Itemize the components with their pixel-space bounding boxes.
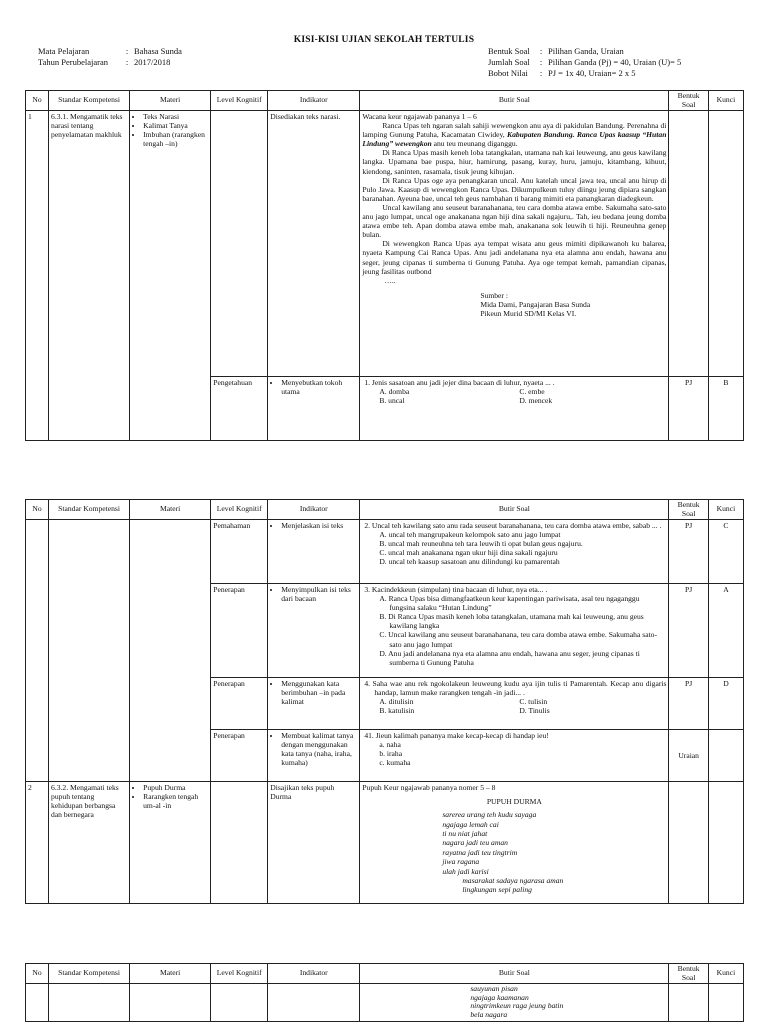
option: D. uncal teh kaasup sasatoan anu dilindungi ku pamarentah (379, 557, 560, 567)
option-row (362, 396, 666, 405)
cell-indikator (268, 678, 360, 730)
header-level-kognitif: Level Kognitif (211, 500, 268, 520)
table-row (26, 782, 744, 904)
header-materi: Materi (130, 500, 211, 520)
cell-butir-soal (360, 377, 669, 441)
poem-line: jiwa ragana (442, 857, 480, 867)
cell-kunci (708, 111, 743, 377)
option: B. uncal mah reuneuhna teh tara leuwih ti opat bulan geus ngajuru. (379, 539, 583, 549)
meta-right (488, 46, 681, 79)
cell-materi (130, 520, 211, 782)
poem-line: ti nu niat jahat (442, 829, 488, 838)
option: A. uncal teh mangrupakeun kelompok sato anu jago lumpat (379, 530, 561, 540)
meta-separator: : (125, 57, 129, 67)
header-bentuk-soal: Bentuk Soal (669, 500, 708, 520)
cell-bentuk: PJ (669, 584, 708, 678)
poem-line: ngajaga kaamanan (470, 992, 529, 1002)
meta-label: Bobot Nilai (488, 68, 528, 78)
cell-bentuk: PJ (669, 377, 708, 441)
meta-separator: : (539, 57, 543, 67)
option: B. Di Ranca Upas masih keneh loba tatangkalan, utamana mah kai leuweung, anu geus kawilang langka (379, 612, 644, 631)
meta-row (38, 57, 182, 68)
header-kunci: Kunci (708, 91, 743, 111)
poem-line: nagara jadi teu aman (442, 838, 508, 848)
option: C. tulisin (519, 697, 548, 707)
source-line: Pikeun Murid SD/MI Kelas VI. (480, 308, 577, 318)
option-row (362, 697, 666, 706)
meta-value: PJ = 1x 40, Uraian= 2 x 5 (548, 68, 636, 78)
option: C. Uncal kawilang anu seuseut baranahanana, teu cara domba atawa embe. Sakumaha sato-sato anu jago lumpat (379, 630, 658, 649)
paragraph: Uncal kawilang anu seuseut baranahanana, teu cara domba atawa embe. Sakumaha sato-sato anu jago lumpat, uncal oge anakanana ngan hiji dina sakali ngajuru,. Tah, ieu bedana jeung domba atawa embe teh. Apan domba atawa embe mah, anakanana sok leuwih ti hiji. Reuneuhna genep bulan. (362, 202, 667, 240)
table-kisi-1 (25, 90, 744, 441)
option: A. Ranca Upas bisa dimangfaatkeun keur kapentingan pariwisata, asal teu ngaganggu fungsina salaku “Hutan Lindung” (379, 594, 640, 613)
paragraph (362, 121, 666, 148)
meta-row (488, 57, 681, 68)
indikator-list (270, 378, 357, 396)
table-kisi-3 (25, 963, 744, 1022)
cell-materi (130, 782, 211, 904)
source-citation (480, 291, 666, 318)
source-line: Sumber : (480, 290, 508, 300)
meta-row (38, 46, 182, 57)
wacana-intro: Wacana keur ngajawab pananya 1 – 6 (362, 112, 477, 121)
list-item: • Kalimat Tanya (143, 121, 208, 130)
meta-row (488, 68, 681, 79)
option: C. uncal mah anakanana ngan ukur hiji dina sakali ngajuru (379, 548, 558, 558)
option: b. iraha (379, 749, 403, 759)
cell-kunci: B (708, 377, 743, 441)
cell-indikator (268, 584, 360, 678)
option: B. katulisin (379, 706, 415, 716)
option: B. uncal (379, 396, 405, 406)
indikator-list (270, 679, 357, 706)
poem-line: ngajaga lemah cai (442, 819, 499, 829)
header-no: No (26, 91, 49, 111)
cell-butir-soal (360, 782, 669, 904)
cell-indikator: Disajikan teks pupuh Durma (268, 782, 360, 904)
poem-line: sarerea urang teh kudu sayaga (442, 810, 537, 820)
cell-indikator: Disediakan teks narasi. (268, 111, 360, 377)
paragraph: Di Ranca Upas masih keneh loba tatangkalan, utamana nah kai leuweung, anu geus kawilang langka. Upamana bae puspa, hiur, hamirung, pasang, kuray, huru, jamuju, kitambang, kihuut, kiendong, saninten, rasamala, tisuk jeung kihujan. (362, 148, 667, 176)
meta-separator: : (125, 46, 129, 56)
cell-no: 1 (26, 111, 49, 441)
meta-left (38, 46, 182, 68)
meta-value: 2017/2018 (134, 57, 171, 67)
poem-title: PUPUH DURMA (486, 797, 542, 807)
poem-line: ulah jadi karisi (442, 866, 489, 876)
list-item: • Imbuhan (rarangken tengah –in) (143, 130, 208, 148)
meta-label: Bentuk Soal (488, 46, 530, 56)
cell-bentuk: PJ (669, 520, 708, 584)
header-indikator: Indikator (268, 964, 360, 984)
option: C. embe (519, 387, 545, 397)
cell-bentuk (669, 984, 708, 1022)
cell-bentuk (669, 782, 708, 904)
list-item: • Rarangken tengah um-al -in (143, 792, 208, 810)
option: D. Tinulis (519, 706, 550, 716)
meta-row (488, 46, 681, 57)
cell-level: Penerapan (211, 584, 268, 678)
cell-level: Penerapan (211, 678, 268, 730)
table-header-row (26, 500, 744, 520)
poem-line: lingkungan sepi paling (462, 885, 532, 895)
cell-level: Pengetahuan (211, 377, 268, 441)
option: a. naha (379, 740, 401, 750)
header-kunci: Kunci (708, 500, 743, 520)
list-item: • Menggunakan kata berimbuhan –in pada kalimat (281, 679, 357, 706)
poem-line: rayatna jadi teu tingtrim (442, 847, 518, 857)
cell-standar-kompetensi: 6.3.2. Mengamati teks pupuh tentang kehidupan berbangsa dan bernegara (49, 782, 130, 904)
meta-value: Pilihan Ganda, Uraian (548, 46, 624, 56)
table-row (26, 984, 744, 1022)
question-4: 4. Saha wae anu rek ngokolakeun leuweung kudu aya ijin tulis ti Pamarentah. Kecap anu digaris handap, lamun make rarangken tengah -in jadi... . (364, 679, 667, 698)
question-1: 1. Jenis sasatoan anu jadi jejer dina bacaan di luhur, nyaeta ... . (364, 378, 555, 387)
meta-separator: : (539, 46, 543, 56)
paragraph-text: anu teu meunang diganggu. (433, 139, 518, 149)
indikator-list (270, 585, 357, 603)
header-butir-soal: Butir Soal (360, 500, 669, 520)
option-row (362, 706, 666, 715)
header-bentuk-soal: Bentuk Soal (669, 964, 708, 984)
meta-label: Tahun Perubelajaran (38, 57, 108, 67)
list-item: • Teks Narasi (143, 112, 208, 121)
cell-kunci (708, 782, 743, 904)
pupuh-intro: Pupuh Keur ngajawab pananya nomer 5 – 8 (362, 783, 496, 792)
meta-separator: : (539, 68, 543, 78)
cell-butir-soal (360, 584, 669, 678)
cell-kunci (708, 984, 743, 1022)
meta-value: Pilihan Ganda (Pj) = 40, Uraian (U)= 5 (548, 57, 682, 67)
header-no: No (26, 964, 49, 984)
cell-indikator (268, 984, 360, 1022)
header-bentuk-soal: Bentuk Soal (669, 91, 708, 111)
option: c. kumaha (379, 758, 411, 768)
cell-materi (130, 111, 211, 441)
meta-label: Mata Pelajaran (38, 46, 90, 56)
option-row (362, 387, 666, 396)
cell-standar-kompetensi (49, 520, 130, 782)
header-level-kognitif: Level Kognitif (211, 91, 268, 111)
table-row (26, 520, 744, 584)
poem (442, 810, 666, 895)
indikator-list (270, 731, 357, 767)
header-standar-kompetensi: Standar Kompetensi (49, 500, 130, 520)
cell-indikator (268, 730, 360, 782)
cell-standar-kompetensi (49, 984, 130, 1022)
poem-line: bela nagara (470, 1009, 508, 1019)
header-materi: Materi (130, 91, 211, 111)
meta-label: Jumlah Soal (488, 57, 530, 67)
cell-level (211, 111, 268, 377)
cell-butir-soal (360, 678, 669, 730)
list-item: • Menyebutkan tokoh utama (281, 378, 357, 396)
poem-line: sauyunan pisan (470, 984, 518, 993)
materi-list (132, 112, 208, 148)
header-indikator: Indikator (268, 500, 360, 520)
cell-no (26, 984, 49, 1022)
list-item: • Menyimpulkan isi teks dari bacaan (281, 585, 357, 603)
list-item: • Menjelaskan isi teks (281, 521, 357, 530)
header-level-kognitif: Level Kognitif (211, 964, 268, 984)
cell-bentuk (669, 111, 708, 377)
cell-bentuk: Uraian (669, 730, 708, 782)
option: D. mencek (519, 396, 553, 406)
header-butir-soal: Butir Soal (360, 964, 669, 984)
paragraph-emphasis: Kabupaten Bandung. Ranca Upas kaasup “Hutan Lindung” wewengkon (362, 130, 667, 149)
question-3: 3. Kacindekkeun (simpulan) tina bacaan di luhur, nya eta... . (364, 585, 548, 594)
header-kunci: Kunci (708, 964, 743, 984)
header-materi: Materi (130, 964, 211, 984)
cell-no: 2 (26, 782, 49, 904)
cell-level: Pemahaman (211, 520, 268, 584)
indikator-list (270, 521, 357, 530)
cell-kunci: C (708, 520, 743, 584)
cell-standar-kompetensi: 6.3.1. Mengamatik teks narasi tentang penyelamatan makhluk (49, 111, 130, 441)
option: A. ditulisin (379, 697, 414, 707)
cell-kunci: D (708, 678, 743, 730)
header-indikator: Indikator (268, 91, 360, 111)
cell-butir-soal (360, 984, 669, 1022)
meta-value: Bahasa Sunda (134, 46, 182, 56)
ellipsis: ….. (384, 275, 396, 285)
cell-kunci (708, 730, 743, 782)
materi-list (132, 783, 208, 810)
table-header-row (26, 964, 744, 984)
header-standar-kompetensi: Standar Kompetensi (49, 91, 130, 111)
option: D. Anu jadi andelanana nya eta alamna anu endah, hawana anu seger, jeung cipanas ti sumberna ti Gunung Patuha (379, 648, 640, 667)
list-item: • Membuat kalimat tanya dengan menggunakan kata tanya (naha, iraha, kumaha) (281, 731, 357, 767)
option: A. domba (379, 387, 410, 397)
paragraph-text: Ranca Upas teh ngaran salah sahiji wewengkon anu aya di pakidulan Bandung. Perenahna di lamping Gunung Patuha, Kacamatan Ciwidey, (362, 121, 667, 140)
cell-butir-soal (360, 730, 669, 782)
paragraph: Di wewengkon Ranca Upas aya tempat wisata anu geus mimiti dipikawanoh ku balarea, nyaeta Kampung Cai Ranca Upas. Anu jadi andelanana nya eta alamna anu endah, hawana anu seger, jeung cipanas ti sumberna ti Gunung Patuha. Aya oge tempat kemah, pamandian cipanas, jeung fasilitas outbond (362, 239, 667, 276)
cell-indikator (268, 520, 360, 584)
poem-line: masarakat sadaya ngarasa aman (462, 876, 564, 886)
paragraph: Di Ranca Upas oge aya penangkaran uncal. Anu katelah uncal jawa tea, uncal anu hirup di Pulo Jawa. Kaasup di wewengkon Ranca Upas. Dikumpulkeun tuluy diingu jeung dipiara sangkan baranahan. Ayeuna bae, uncal teh geus nambahan ti barang mimiti eta panangkaran diadegkeun. (362, 175, 667, 203)
header-no: No (26, 500, 49, 520)
cell-materi (130, 984, 211, 1022)
cell-level: Penerapan (211, 730, 268, 782)
question-2: 2. Uncal teh kawilang sato anu rada seuseut baranahanana, teu cara domba atawa embe, sabab ... . (364, 521, 662, 530)
cell-level (211, 984, 268, 1022)
list-item: • Pupuh Durma (143, 783, 208, 792)
header-standar-kompetensi: Standar Kompetensi (49, 964, 130, 984)
cell-indikator (268, 377, 360, 441)
cell-level (211, 782, 268, 904)
cell-kunci: A (708, 584, 743, 678)
table-header-row (26, 91, 744, 111)
cell-no (26, 520, 49, 782)
header-butir-soal: Butir Soal (360, 91, 669, 111)
document-title: KISI-KISI UJIAN SEKOLAH TERTULIS (293, 35, 475, 45)
cell-butir-soal (360, 111, 669, 377)
source-line: Mida Dami, Pangajaran Basa Sunda (480, 299, 591, 309)
table-kisi-2 (25, 499, 744, 904)
poem (470, 985, 666, 1019)
poem-line: ningtrimkeun raga jeung batin (470, 1001, 564, 1011)
cell-bentuk: PJ (669, 678, 708, 730)
cell-butir-soal (360, 520, 669, 584)
question-41: 41. Jieun kalimah pananya make kecap-kecap di handap ieu! (364, 731, 549, 740)
table-row (26, 111, 744, 377)
